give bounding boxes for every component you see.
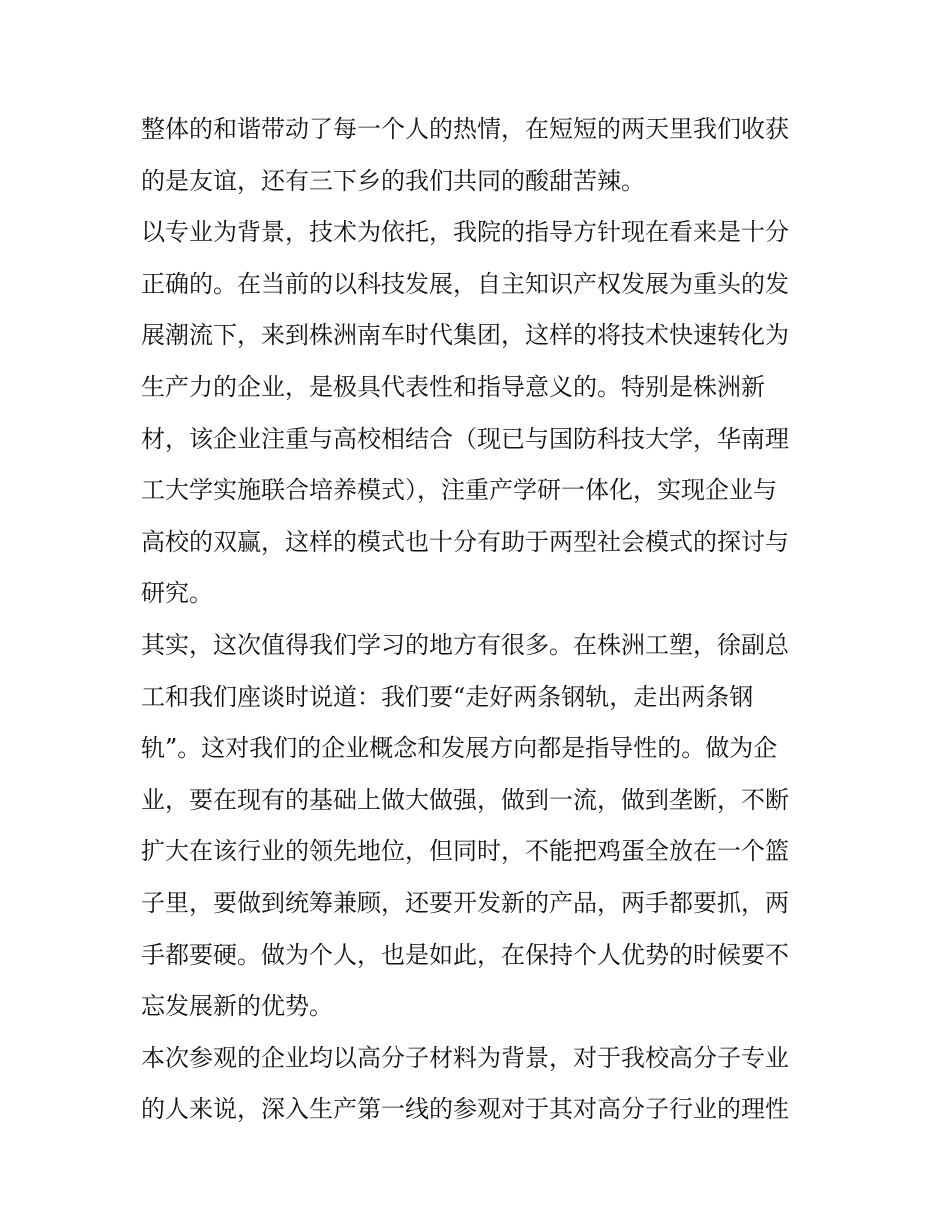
text-line: 材，该企业注重与高校相结合（现已与国防科技大学，华南理 [141, 424, 789, 453]
text-line: 工和我们座谈时说道：我们要“走好两条钢轨，走出两条钢 [141, 682, 754, 711]
text-line: 工大学实施联合培养模式），注重产学研一体化，实现企业与 [141, 476, 777, 505]
text-line: 展潮流下，来到株洲南车时代集团，这样的将技术快速转化为 [141, 321, 789, 350]
text-line: 其实，这次值得我们学习的地方有很多。在株洲工塑，徐副总 [141, 630, 789, 659]
text-line: 的是友谊，还有三下乡的我们共同的酸甜苦辣。 [141, 166, 645, 195]
text-line: 子里，要做到统筹兼顾，还要开发新的产品，两手都要抓，两 [141, 888, 789, 917]
text-line: 忘发展新的优势。 [141, 992, 333, 1021]
body-text [141, 104, 821, 1136]
text-line: 高校的双赢，这样的模式也十分有助于两型社会模式的探讨与 [141, 527, 789, 556]
text-line: 轨”。这对我们的企业概念和发展方向都是指导性的。做为企 [141, 734, 778, 763]
text-line: 业，要在现有的基础上做大做强，做到一流，做到垄断，不断 [141, 785, 789, 814]
text-line: 的人来说，深入生产第一线的参观对于其对高分子行业的理性 [141, 1095, 789, 1124]
text-line: 研究。 [141, 579, 213, 608]
text-line: 扩大在该行业的领先地位，但同时，不能把鸡蛋全放在一个篮 [141, 837, 789, 866]
text-line: 生产力的企业，是极具代表性和指导意义的。特别是株洲新 [141, 372, 765, 401]
text-line: 手都要硬。做为个人，也是如此，在保持个人优势的时候要不 [141, 940, 789, 969]
text-line: 以专业为背景，技术为依托，我院的指导方针现在看来是十分 [141, 218, 789, 247]
text-line: 整体的和谐带动了每一个人的热情，在短短的两天里我们收获 [141, 115, 789, 143]
text-line: 正确的。在当前的以科技发展，自主知识产权发展为重头的发 [141, 269, 789, 298]
text-line: 本次参观的企业均以高分子材料为背景，对于我校高分子专业 [141, 1043, 789, 1072]
